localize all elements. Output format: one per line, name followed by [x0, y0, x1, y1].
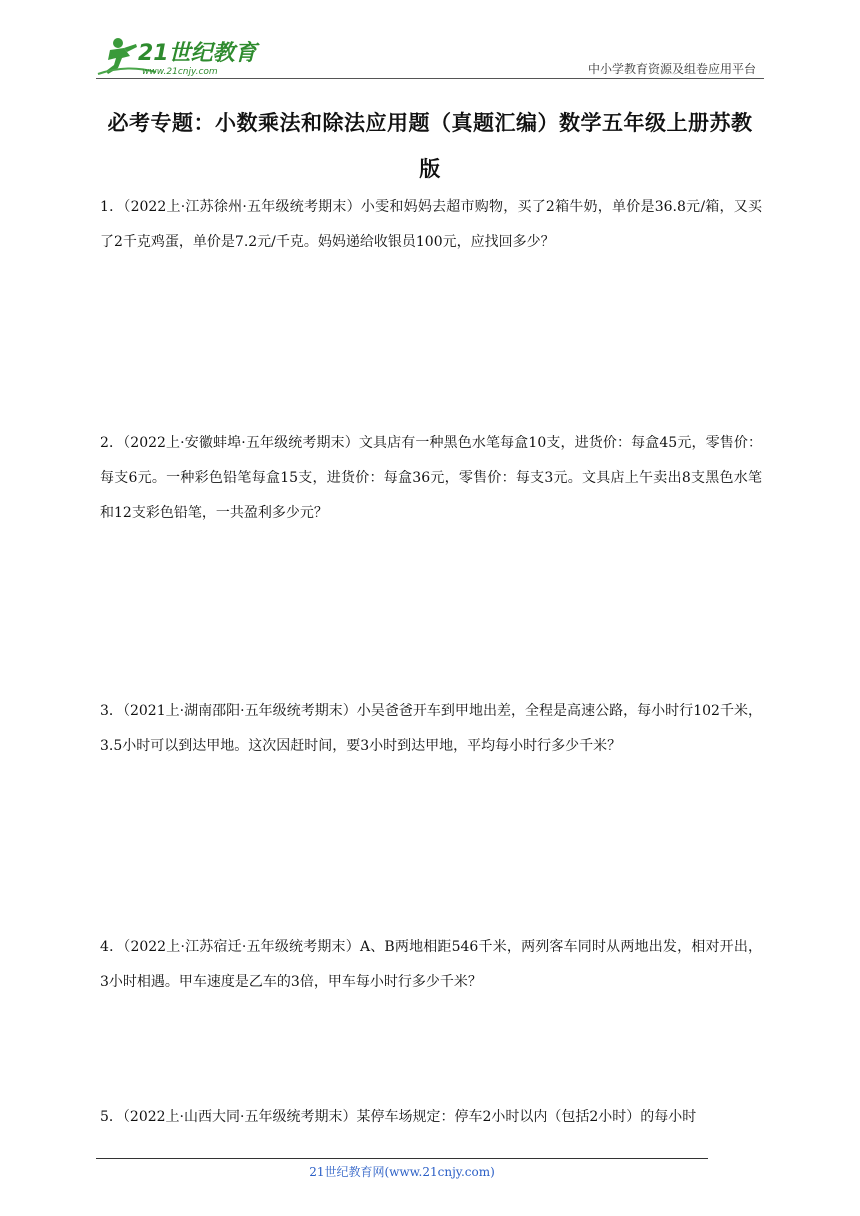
- footer-divider: [96, 1158, 708, 1159]
- question-text: 某停车场规定：停车2小时以内（包括2小时）的每小时: [356, 1109, 697, 1125]
- question-number: 3．: [100, 703, 123, 719]
- question-source: （2022上·江苏宿迁·五年级统考期末）: [123, 939, 360, 955]
- question-source: （2021上·湖南邵阳·五年级统考期末）: [122, 703, 357, 719]
- logo-url-text: www.21cnjy.com: [142, 67, 218, 77]
- runner-logo-icon: [96, 34, 266, 80]
- question-2: [100, 426, 762, 531]
- page-title: 必考专题：小数乘法和除法应用题（真题汇编）数学五年级上册苏教版: [107, 110, 753, 181]
- question-source: （2022上·安徽蚌埠·五年级统考期末）: [123, 435, 359, 451]
- question-5: [100, 1100, 762, 1135]
- question-text: A、B两地相距546千米，两列客车同时从两地出发，相对开出，3小时相遇。甲车速度是乙车的3倍，甲车每小时行多少千米？: [100, 939, 762, 990]
- question-text: 小雯和妈妈去超市购物，买了2箱牛奶，单价是36.8元/箱，又买了2千克鸡蛋，单价是7.2元/千克。妈妈递给收银员100元，应找回多少？: [100, 199, 762, 250]
- question-source: （2022上·江苏徐州·五年级统考期末）: [123, 199, 361, 215]
- question-1: [100, 190, 762, 260]
- platform-label: 中小学教育资源及组卷应用平台: [587, 62, 756, 76]
- question-number: 5．: [100, 1109, 123, 1125]
- question-source: （2022上·山西大同·五年级统考期末）: [122, 1109, 357, 1125]
- question-text: 小吴爸爸开车到甲地出差，全程是高速公路，每小时行102千米，3.5小时可以到达甲地。这次因赶时间，要3小时到达甲地，平均每小时行多少千米？: [100, 703, 762, 754]
- logo-brand-text: 21世纪教育: [138, 41, 257, 66]
- site-logo: [96, 34, 266, 80]
- question-number: 1．: [100, 199, 124, 215]
- question-3: [100, 694, 762, 764]
- footer-link[interactable]: 21世纪教育网(www.21cnjy.com): [309, 1165, 495, 1179]
- question-text: 文具店有一种黑色水笔每盒10支，进货价：每盒45元，零售价：每支6元。一种彩色铅笔每盒15支，进货价：每盒36元，零售价：每支3元。文具店上午卖出8支黑色水笔和12支彩色铅笔，一共盈利多少元？: [100, 435, 762, 521]
- question-number: 2．: [100, 435, 124, 451]
- question-4: [100, 930, 762, 1000]
- header-divider: [96, 78, 764, 79]
- question-number: 4．: [100, 939, 124, 955]
